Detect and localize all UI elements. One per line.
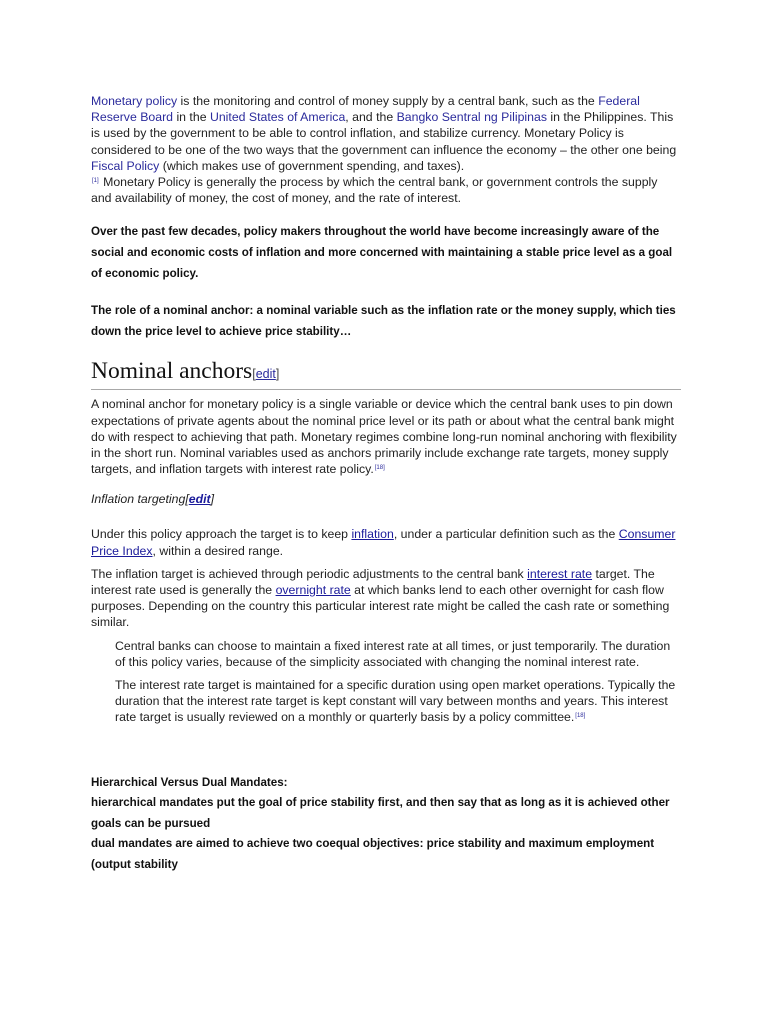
intro-text-3: , and the [345,110,397,125]
link-consumer-price-index[interactable]: Consumer Price Index [91,527,676,558]
indented-paragraph-fixed-rate: Central banks can choose to maintain a fixed interest rate at all times, or just temporarily. The duration of this policy varies, because of the simplicity associated with changing the nominal interest rate. [115,638,671,669]
interest-rate-paragraph [91,566,681,631]
intro-paragraph [91,93,681,206]
citation-1[interactable]: [1] [92,178,99,185]
hierarchical-mandates-text: hierarchical mandates put the goal of price stability first, and then say that as long as it is achieved other goals can be pursued [91,796,670,830]
link-united-states[interactable]: United States of America [209,110,346,125]
subsection-edit-open: [ [185,492,189,507]
rate-text-1: The inflation target is achieved through periodic adjustments to the central bank [91,566,528,581]
subsection-title: Inflation targeting [91,492,186,507]
target-text-1: Under this policy approach the target is to keep [91,527,352,542]
intro-text-4: in the Philippines. This is used by the government to be able to control inflation, and stabilize currency. Monetary Policy is considered to be one of the two ways that the government can influence the economy – the other one being [91,110,677,157]
note-nominal-anchor-role: The role of a nominal anchor: a nominal variable such as the inflation rate or the money supply, which ties down the price level to achieve price stability… [91,304,676,338]
subsection-edit-link[interactable]: edit [188,492,211,507]
link-monetary-policy[interactable]: Monetary policy [91,94,178,108]
section-edit-open: [ [252,367,256,382]
intro-text-5: (which makes use of government spending, and taxes). [159,158,465,173]
note-inflation-costs: Over the past few decades, policy makers throughout the world have become increasingly aware of the social and economic costs of inflation and more concerned with maintaining a stable price level as a goal of economic policy. [91,225,673,280]
citation-18-a[interactable]: [18] [374,465,385,472]
subsection-edit-close: ] [210,492,215,507]
link-overnight-rate[interactable]: overnight rate [275,583,351,598]
section-edit-close: ] [275,367,280,382]
rate-text-3: at which banks lend to each other overnight for cash flow purposes. Depending on the country this particular interest rate might be called the cash rate or something similar. [91,583,670,630]
link-federal-reserve-board[interactable]: Federal Reserve Board [91,94,640,125]
document-page [91,93,681,876]
mandates-title: Hierarchical Versus Dual Mandates: [91,775,288,789]
section-edit-link[interactable]: edit [255,367,276,382]
nominal-anchor-paragraph [91,396,681,477]
section-heading-text: Nominal anchors [91,358,253,385]
link-interest-rate[interactable]: interest rate [527,566,593,581]
target-text-2: , under a particular definition such as the [393,527,619,542]
link-fiscal-policy[interactable]: Fiscal Policy [91,158,160,173]
subsection-heading-inflation-targeting [91,490,681,508]
indented-paragraph-rate-target [91,677,681,726]
mandates-block [91,773,681,876]
section-heading-nominal-anchors [91,358,681,390]
rate-target-text: The interest rate target is maintained for a specific duration using open market operations. Typically the duration that the interest rate target is kept constant will vary between months and years. This interest rate target is usually reviewed on a monthly or quarterly basis by a policy committee. [115,678,676,725]
intro-text-2: in the [173,110,210,125]
section-edit [252,367,279,381]
link-bangko-sentral[interactable]: Bangko Sentral ng Pilipinas [396,110,547,125]
dual-mandates-text: dual mandates are aimed to achieve two coequal objectives: price stability and maximum employment (output stability [91,837,655,872]
intro-text-6: Monetary Policy is generally the process by which the central bank, or government controls the supply and availability of money, the cost of money, and the rate of interest. [91,175,658,206]
nominal-anchor-text: A nominal anchor for monetary policy is a single variable or device which the central bank uses to pin down expectations of private agents about the nominal price level or its path or about what the central bank might do with respect to achieving that path. Monetary regimes combine long-run nominal anchoring with flexibility in the short run. Nominal variables used as anchors primarily include exchange rate targets, money supply targets, and inflation targets with interest rate policy. [91,397,677,477]
link-inflation[interactable]: inflation [351,527,394,542]
intro-text-1: is the monitoring and control of money supply by a central bank, such as the [177,94,599,108]
target-paragraph [91,526,681,558]
citation-18-b[interactable]: [18] [575,713,586,720]
target-text-3: , within a desired range. [152,543,284,558]
rate-text-2: target. The interest rate used is generally the [91,566,655,598]
